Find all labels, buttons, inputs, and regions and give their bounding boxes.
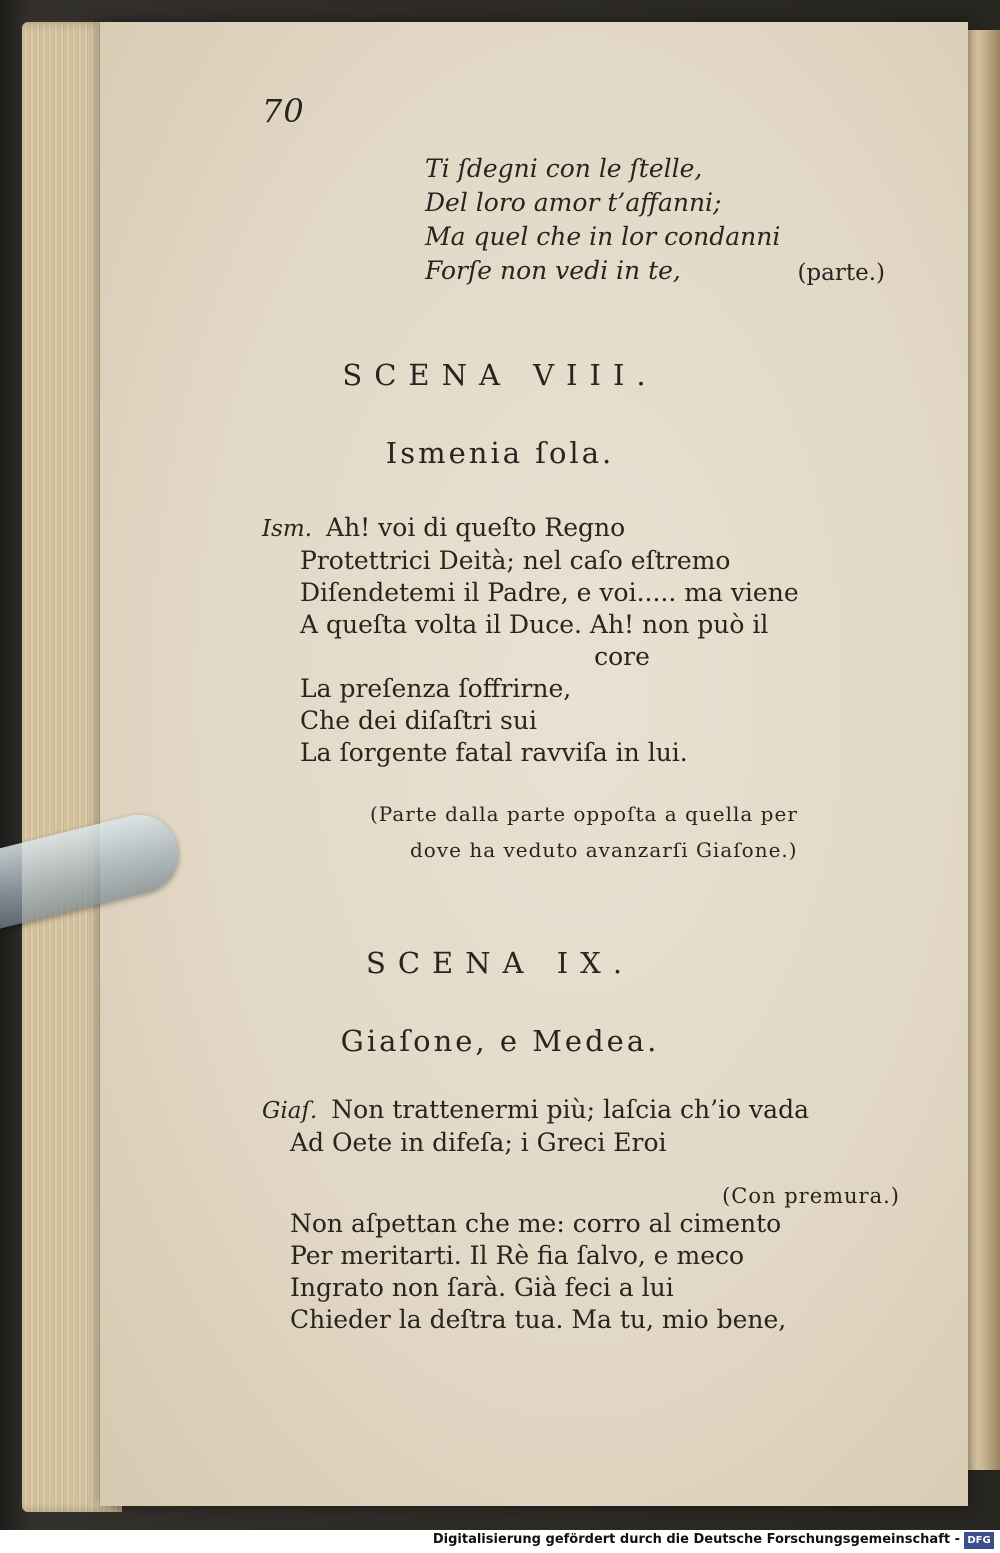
- speech-line: La ſorgente fatal ravviſa in lui.: [300, 738, 688, 767]
- scene-characters-viii: Ismenia ſola.: [385, 436, 615, 470]
- speech-line-text: Non trattenermi più; laſcia ch’io vada: [331, 1095, 809, 1124]
- scene-heading-viii: SCENA VIII.: [342, 358, 658, 392]
- speech-line: Protettrici Deità; nel caſo eſtremo: [300, 546, 731, 575]
- speech-line: Che dei diſaſtri sui: [300, 706, 537, 735]
- speaker-label: Ism.: [262, 516, 313, 542]
- speech-line: Per meritarti. Il Rè fia ſalvo, e meco: [290, 1241, 745, 1270]
- digitization-credit: Digitalisierung gefördert durch die Deutsche Forschungsgemeinschaft -: [432, 1532, 960, 1547]
- stage-direction-line: (Con premura.): [722, 1184, 900, 1208]
- speech-line: [262, 512, 902, 545]
- speech-line: A queſta volta il Duce. Ah! non può il: [300, 610, 769, 639]
- verse-line-text: Forſe non vedi in te,: [425, 256, 681, 285]
- speech-line: [262, 1094, 902, 1127]
- dfg-logo: DFG: [964, 1532, 994, 1549]
- speech-line: core: [594, 642, 650, 671]
- stage-direction-exit: (parte.): [797, 260, 885, 286]
- verse-line: [425, 254, 885, 288]
- footer-bar: [0, 1530, 1000, 1553]
- speech-giasone-a: [262, 1094, 902, 1159]
- speech-line: Diſendetemi il Padre, e voi..... ma viene: [300, 578, 799, 607]
- speech-line: Ingrato non ſarà. Già feci a lui: [290, 1273, 674, 1302]
- scene-characters-ix: Giaſone, e Medea.: [340, 1024, 660, 1058]
- speech-line: Non aſpettan che me: corro al cimento: [290, 1209, 782, 1238]
- speech-line: La preſenza ſoffrirne,: [300, 674, 572, 703]
- speech-line: Ad Oete in difeſa; i Greci Eroi: [290, 1128, 667, 1157]
- stage-direction-viii: [370, 796, 900, 868]
- page-number: 70: [262, 92, 305, 130]
- speech-ismenia: [262, 512, 902, 769]
- speech-line: Chieder la deſtra tua. Ma tu, mio bene,: [290, 1305, 787, 1334]
- scene-heading-ix: SCENA IX.: [365, 946, 635, 980]
- verse-line: Del loro amor t’affanni;: [425, 188, 722, 217]
- stage-direction-line: (Parte dalla parte oppoſta a quella per: [370, 802, 798, 826]
- verse-block: [425, 152, 885, 288]
- verse-line: Ti ſdegni con le ſtelle,: [425, 154, 703, 183]
- speaker-label: Giaſ.: [262, 1098, 318, 1124]
- verse-line: Ma quel che in lor condanni: [425, 222, 781, 251]
- stage-direction-line: dove ha veduto avanzarſi Giaſone.): [410, 838, 798, 862]
- speech-line-text: Ah! voi di queſto Regno: [326, 513, 626, 542]
- speech-giasone-b: [262, 1208, 902, 1336]
